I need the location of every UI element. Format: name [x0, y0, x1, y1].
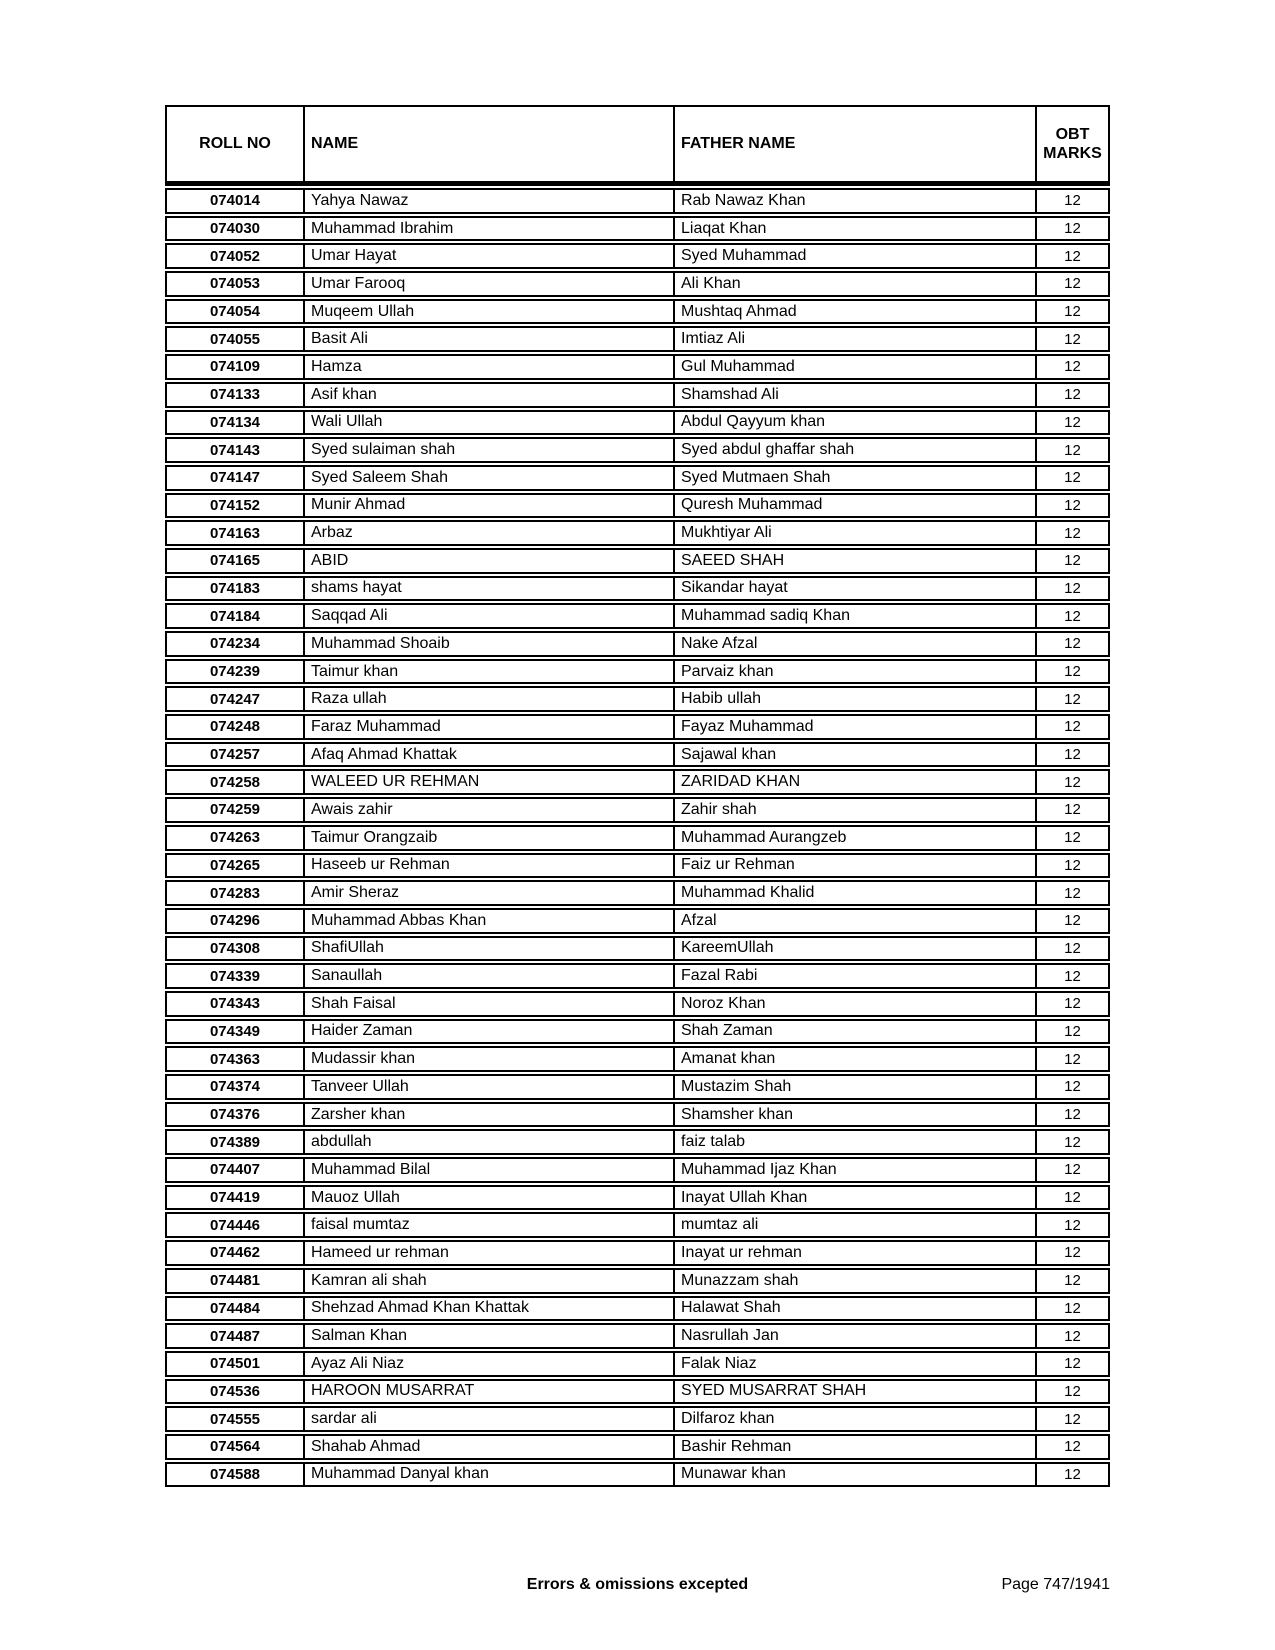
roll-no-cell: 074308	[209, 939, 261, 957]
roll-no-cell: 074536	[209, 1382, 261, 1400]
roll-no-cell: 074054	[209, 303, 261, 321]
page-number: Page 747/1941	[1001, 1576, 1110, 1593]
table-row	[165, 1019, 1110, 1045]
obt-marks-cell: 12	[1035, 550, 1108, 572]
obt-marks-cell: 12	[1035, 1159, 1108, 1181]
father-name-cell: Munazzam shah	[673, 1270, 1035, 1292]
table-row	[165, 1434, 1110, 1460]
obt-marks-cell: 12	[1035, 1242, 1108, 1264]
obt-marks-cell: 12	[1035, 1021, 1108, 1043]
roll-no-cell: 074407	[209, 1161, 261, 1179]
obt-marks-cell: 12	[1035, 439, 1108, 461]
name-cell: Basit Ali	[303, 328, 673, 350]
roll-no-cell: 074339	[209, 967, 261, 985]
name-cell: Taimur Orangzaib	[303, 827, 673, 849]
name-cell: Awais zahir	[303, 799, 673, 821]
roll-no-cell: 074247	[209, 690, 261, 708]
father-name-cell: Syed Muhammad	[673, 245, 1035, 267]
obt-marks-cell: 12	[1035, 495, 1108, 517]
father-name-cell: mumtaz ali	[673, 1214, 1035, 1236]
table-row	[165, 714, 1110, 740]
obt-marks-cell: 12	[1035, 1048, 1108, 1070]
table-row	[165, 908, 1110, 934]
father-name-cell: ZARIDAD KHAN	[673, 771, 1035, 793]
name-cell: shams hayat	[303, 578, 673, 600]
obt-marks-cell: 12	[1035, 1381, 1108, 1403]
roll-no-cell: 074446	[209, 1216, 261, 1234]
roll-no-cell: 074296	[209, 912, 261, 930]
obt-marks-cell: 12	[1035, 245, 1108, 267]
roll-no-cell: 074239	[209, 663, 261, 681]
name-cell: Syed sulaiman shah	[303, 439, 673, 461]
father-name-cell: Faiz ur Rehman	[673, 855, 1035, 877]
name-cell: Tanveer Ullah	[303, 1076, 673, 1098]
father-name-cell: Falak Niaz	[673, 1353, 1035, 1375]
table-row	[165, 243, 1110, 269]
father-name-cell: Muhammad Ijaz Khan	[673, 1159, 1035, 1181]
father-name-cell: Amanat khan	[673, 1048, 1035, 1070]
roll-no-cell: 074374	[209, 1078, 261, 1096]
table-row	[165, 880, 1110, 906]
roll-no-cell: 074487	[209, 1327, 261, 1345]
roll-no-cell: 074259	[209, 801, 261, 819]
father-name-cell: Ali Khan	[673, 273, 1035, 295]
father-name-cell: Sikandar hayat	[673, 578, 1035, 600]
name-cell: Sanaullah	[303, 965, 673, 987]
roll-no-cell: 074133	[209, 386, 261, 404]
table-row	[165, 548, 1110, 574]
name-cell: Zarsher khan	[303, 1104, 673, 1126]
name-cell: Haider Zaman	[303, 1021, 673, 1043]
father-name-cell: Inayat Ullah Khan	[673, 1187, 1035, 1209]
father-name-cell: Noroz Khan	[673, 993, 1035, 1015]
father-name-cell: Bashir Rehman	[673, 1436, 1035, 1458]
name-cell: Hameed ur rehman	[303, 1242, 673, 1264]
table-row	[165, 1157, 1110, 1183]
father-name-cell: faiz talab	[673, 1131, 1035, 1153]
obt-marks-cell: 12	[1035, 467, 1108, 489]
obt-marks-cell: 12	[1035, 1270, 1108, 1292]
table-body	[165, 188, 1110, 1487]
obt-marks-cell: 12	[1035, 744, 1108, 766]
name-cell: Syed Saleem Shah	[303, 467, 673, 489]
table-row	[165, 825, 1110, 851]
roll-no-cell: 074152	[209, 496, 261, 514]
name-cell: Afaq Ahmad Khattak	[303, 744, 673, 766]
table-row	[165, 769, 1110, 795]
obt-marks-cell: 12	[1035, 1214, 1108, 1236]
roll-no-cell: 074283	[209, 884, 261, 902]
obt-marks-cell: 12	[1035, 771, 1108, 793]
father-name-cell: Habib ullah	[673, 688, 1035, 710]
roll-no-cell: 074363	[209, 1050, 261, 1068]
name-cell: faisal mumtaz	[303, 1214, 673, 1236]
table-row	[165, 1240, 1110, 1266]
table-row	[165, 576, 1110, 602]
father-name-cell: Halawat Shah	[673, 1298, 1035, 1320]
roll-no-cell: 074265	[209, 856, 261, 874]
roll-no-cell: 074555	[209, 1410, 261, 1428]
obt-marks-cell: 12	[1035, 633, 1108, 655]
table-row	[165, 410, 1110, 436]
obt-marks-cell: 12	[1035, 716, 1108, 738]
name-cell: Saqqad Ali	[303, 605, 673, 627]
father-name-cell: Liaqat Khan	[673, 218, 1035, 240]
roll-no-cell: 074143	[209, 441, 261, 459]
table-row	[165, 1462, 1110, 1488]
obt-marks-cell: 12	[1035, 301, 1108, 323]
father-name-cell: Syed Mutmaen Shah	[673, 467, 1035, 489]
name-cell: Shah Faisal	[303, 993, 673, 1015]
table-row	[165, 1074, 1110, 1100]
obt-marks-cell: 12	[1035, 1325, 1108, 1347]
name-cell: abdullah	[303, 1131, 673, 1153]
father-name-cell: Dilfaroz khan	[673, 1408, 1035, 1430]
header-father-name: FATHER NAME	[673, 107, 1035, 181]
name-cell: Raza ullah	[303, 688, 673, 710]
name-cell: ABID	[303, 550, 673, 572]
roll-no-cell: 074183	[209, 579, 261, 597]
obt-marks-cell: 12	[1035, 1298, 1108, 1320]
obt-marks-cell: 12	[1035, 190, 1108, 212]
roll-no-cell: 074052	[209, 247, 261, 265]
father-name-cell: Muhammad sadiq Khan	[673, 605, 1035, 627]
table-row	[165, 991, 1110, 1017]
name-cell: HAROON MUSARRAT	[303, 1381, 673, 1403]
table-row	[165, 188, 1110, 214]
name-cell: ShafiUllah	[303, 938, 673, 960]
obt-marks-cell: 12	[1035, 412, 1108, 434]
name-cell: Mudassir khan	[303, 1048, 673, 1070]
header-name: NAME	[303, 107, 673, 181]
name-cell: Muhammad Abbas Khan	[303, 910, 673, 932]
table-row	[165, 1185, 1110, 1211]
roll-no-cell: 074163	[209, 524, 261, 542]
table-row	[165, 1296, 1110, 1322]
roll-no-cell: 074030	[209, 220, 261, 238]
obt-marks-cell: 12	[1035, 661, 1108, 683]
obt-marks-cell: 12	[1035, 1104, 1108, 1126]
name-cell: Muhammad Ibrahim	[303, 218, 673, 240]
table-row	[165, 299, 1110, 325]
roll-no-cell: 074263	[209, 829, 261, 847]
roll-no-cell: 074184	[209, 607, 261, 625]
father-name-cell: Fazal Rabi	[673, 965, 1035, 987]
name-cell: Wali Ullah	[303, 412, 673, 434]
father-name-cell: Abdul Qayyum khan	[673, 412, 1035, 434]
roll-no-cell: 074349	[209, 1022, 261, 1040]
roll-no-cell: 074257	[209, 746, 261, 764]
header-obt-marks: OBT MARKS	[1035, 107, 1108, 181]
table-row	[165, 271, 1110, 297]
table-row	[165, 1323, 1110, 1349]
roll-no-cell: 074343	[209, 995, 261, 1013]
father-name-cell: Muhammad Khalid	[673, 882, 1035, 904]
name-cell: Amir Sheraz	[303, 882, 673, 904]
father-name-cell: Rab Nawaz Khan	[673, 190, 1035, 212]
father-name-cell: Imtiaz Ali	[673, 328, 1035, 350]
table-row	[165, 1379, 1110, 1405]
name-cell: Munir Ahmad	[303, 495, 673, 517]
table-row	[165, 659, 1110, 685]
table-header-row	[165, 105, 1110, 186]
father-name-cell: Nasrullah Jan	[673, 1325, 1035, 1347]
father-name-cell: Afzal	[673, 910, 1035, 932]
table-row	[165, 1046, 1110, 1072]
results-table	[165, 105, 1110, 1489]
roll-no-cell: 074147	[209, 469, 261, 487]
table-row	[165, 326, 1110, 352]
father-name-cell: Mukhtiyar Ali	[673, 522, 1035, 544]
roll-no-cell: 074564	[209, 1438, 261, 1456]
father-name-cell: Syed abdul ghaffar shah	[673, 439, 1035, 461]
father-name-cell: Zahir shah	[673, 799, 1035, 821]
name-cell: Haseeb ur Rehman	[303, 855, 673, 877]
name-cell: WALEED UR REHMAN	[303, 771, 673, 793]
header-roll-no: ROLL NO	[199, 135, 271, 152]
table-row	[165, 382, 1110, 408]
obt-marks-cell: 12	[1035, 605, 1108, 627]
roll-no-cell: 074055	[209, 330, 261, 348]
father-name-cell: Sajawal khan	[673, 744, 1035, 766]
obt-marks-cell: 12	[1035, 578, 1108, 600]
name-cell: Muhammad Shoaib	[303, 633, 673, 655]
name-cell: Kamran ali shah	[303, 1270, 673, 1292]
obt-marks-cell: 12	[1035, 218, 1108, 240]
name-cell: Muqeem Ullah	[303, 301, 673, 323]
father-name-cell: Inayat ur rehman	[673, 1242, 1035, 1264]
roll-no-cell: 074134	[209, 413, 261, 431]
table-row	[165, 1212, 1110, 1238]
table-row	[165, 963, 1110, 989]
obt-marks-cell: 12	[1035, 688, 1108, 710]
obt-marks-cell: 12	[1035, 965, 1108, 987]
table-row	[165, 1406, 1110, 1432]
table-row	[165, 465, 1110, 491]
obt-marks-cell: 12	[1035, 1353, 1108, 1375]
obt-marks-cell: 12	[1035, 384, 1108, 406]
father-name-cell: Gul Muhammad	[673, 356, 1035, 378]
obt-marks-cell: 12	[1035, 328, 1108, 350]
table-row	[165, 1351, 1110, 1377]
name-cell: Asif khan	[303, 384, 673, 406]
father-name-cell: Mushtaq Ahmad	[673, 301, 1035, 323]
name-cell: Mauoz Ullah	[303, 1187, 673, 1209]
roll-no-cell: 074501	[209, 1355, 261, 1373]
obt-marks-cell: 12	[1035, 910, 1108, 932]
table-row	[165, 216, 1110, 242]
table-row	[165, 1102, 1110, 1128]
obt-marks-cell: 12	[1035, 993, 1108, 1015]
roll-no-cell: 074234	[209, 635, 261, 653]
obt-marks-cell: 12	[1035, 827, 1108, 849]
name-cell: Faraz Muhammad	[303, 716, 673, 738]
table-row	[165, 437, 1110, 463]
name-cell: Shahab Ahmad	[303, 1436, 673, 1458]
roll-no-cell: 074484	[209, 1299, 261, 1317]
obt-marks-cell: 12	[1035, 522, 1108, 544]
table-row	[165, 1268, 1110, 1294]
roll-no-cell: 074376	[209, 1106, 261, 1124]
footer-note: Errors & omissions excepted	[526, 1576, 749, 1593]
name-cell: Yahya Nawaz	[303, 190, 673, 212]
father-name-cell: Parvaiz khan	[673, 661, 1035, 683]
name-cell: Ayaz Ali Niaz	[303, 1353, 673, 1375]
roll-no-cell: 074419	[209, 1189, 261, 1207]
name-cell: Shehzad Ahmad Khan Khattak	[303, 1298, 673, 1320]
roll-no-cell: 074248	[209, 718, 261, 736]
table-row	[165, 853, 1110, 879]
father-name-cell: Shamshad Ali	[673, 384, 1035, 406]
table-row	[165, 520, 1110, 546]
father-name-cell: Munawar khan	[673, 1464, 1035, 1486]
table-row	[165, 742, 1110, 768]
name-cell: Salman Khan	[303, 1325, 673, 1347]
table-row	[165, 686, 1110, 712]
father-name-cell: Shah Zaman	[673, 1021, 1035, 1043]
roll-no-cell: 074014	[209, 192, 261, 210]
name-cell: Muhammad Bilal	[303, 1159, 673, 1181]
name-cell: Muhammad Danyal khan	[303, 1464, 673, 1486]
table-row	[165, 1129, 1110, 1155]
obt-marks-cell: 12	[1035, 1131, 1108, 1153]
obt-marks-cell: 12	[1035, 855, 1108, 877]
table-row	[165, 354, 1110, 380]
obt-marks-cell: 12	[1035, 1464, 1108, 1486]
name-cell: sardar ali	[303, 1408, 673, 1430]
obt-marks-cell: 12	[1035, 1187, 1108, 1209]
table-row	[165, 631, 1110, 657]
roll-no-cell: 074053	[209, 275, 261, 293]
father-name-cell: Nake Afzal	[673, 633, 1035, 655]
table-row	[165, 797, 1110, 823]
obt-marks-cell: 12	[1035, 273, 1108, 295]
obt-marks-cell: 12	[1035, 1076, 1108, 1098]
father-name-cell: Mustazim Shah	[673, 1076, 1035, 1098]
roll-no-cell: 074258	[209, 773, 261, 791]
name-cell: Hamza	[303, 356, 673, 378]
roll-no-cell: 074481	[209, 1272, 261, 1290]
name-cell: Umar Farooq	[303, 273, 673, 295]
roll-no-cell: 074109	[209, 358, 261, 376]
roll-no-cell: 074462	[209, 1244, 261, 1262]
roll-no-cell: 074588	[209, 1465, 261, 1483]
father-name-cell: Fayaz Muhammad	[673, 716, 1035, 738]
name-cell: Taimur khan	[303, 661, 673, 683]
father-name-cell: Muhammad Aurangzeb	[673, 827, 1035, 849]
obt-marks-cell: 12	[1035, 1436, 1108, 1458]
obt-marks-cell: 12	[1035, 938, 1108, 960]
table-row	[165, 493, 1110, 519]
father-name-cell: KareemUllah	[673, 938, 1035, 960]
father-name-cell: SYED MUSARRAT SHAH	[673, 1381, 1035, 1403]
roll-no-cell: 074165	[209, 552, 261, 570]
obt-marks-cell: 12	[1035, 1408, 1108, 1430]
father-name-cell: SAEED SHAH	[673, 550, 1035, 572]
obt-marks-cell: 12	[1035, 356, 1108, 378]
name-cell: Arbaz	[303, 522, 673, 544]
roll-no-cell: 074389	[209, 1133, 261, 1151]
page-footer	[165, 1576, 1110, 1598]
obt-marks-cell: 12	[1035, 799, 1108, 821]
father-name-cell: Quresh Muhammad	[673, 495, 1035, 517]
father-name-cell: Shamsher khan	[673, 1104, 1035, 1126]
name-cell: Umar Hayat	[303, 245, 673, 267]
table-row	[165, 603, 1110, 629]
obt-marks-cell: 12	[1035, 882, 1108, 904]
table-row	[165, 936, 1110, 962]
